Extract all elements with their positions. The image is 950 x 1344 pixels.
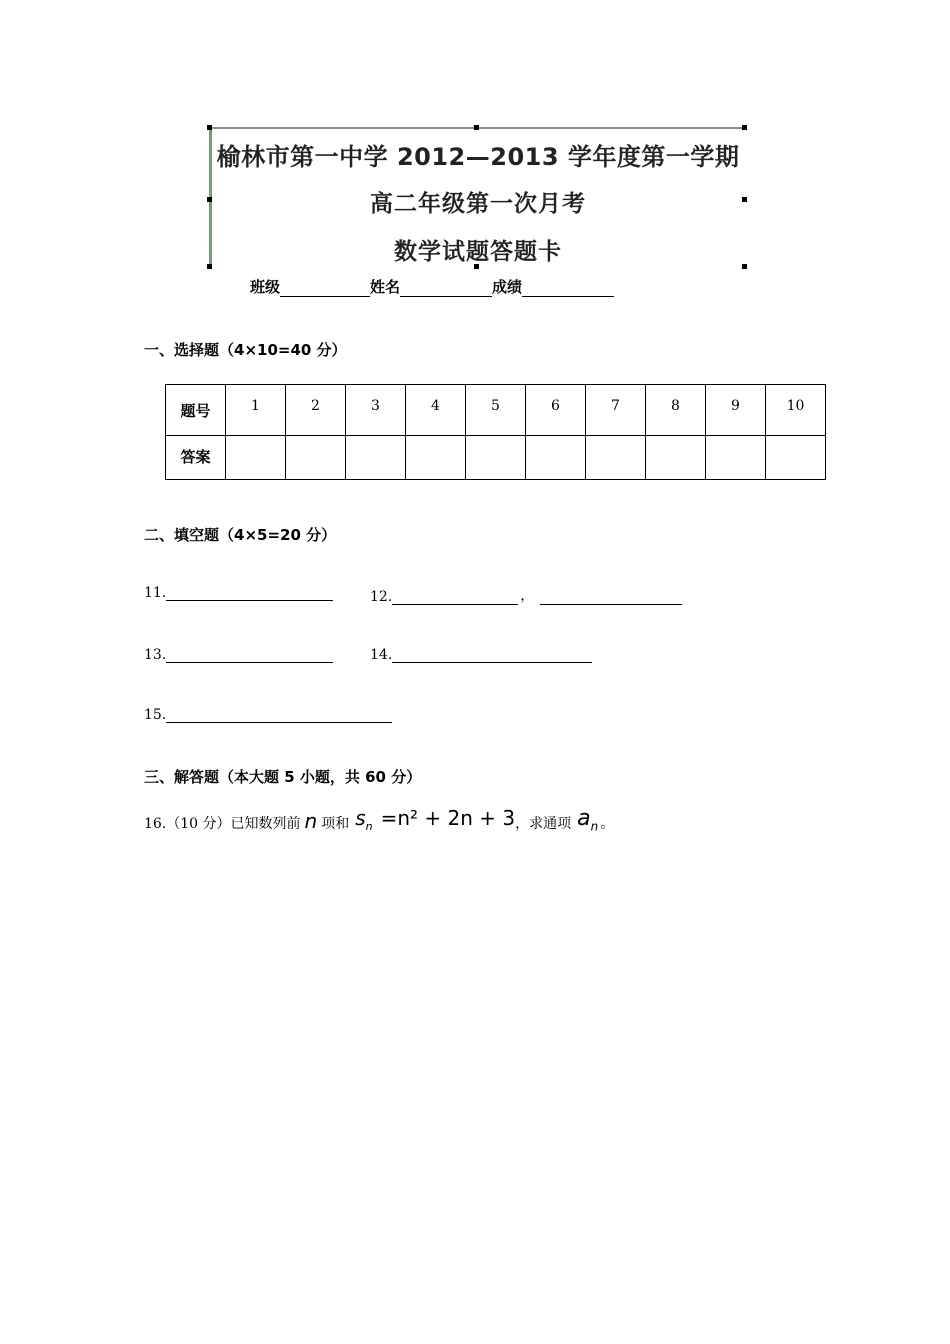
separator: ， [520,588,535,604]
selection-handle[interactable] [742,125,747,130]
school-title: 榆林市第一中学 2012—2013 学年度第一学期 [216,143,740,171]
question-number: 2 [286,385,346,436]
student-info-row [250,276,614,297]
question-number: 7 [586,385,646,436]
table-row [166,436,826,480]
question-label: 14. [370,647,393,663]
answer-blank[interactable] [166,648,333,663]
answer-blank[interactable] [540,590,682,605]
question-number: 6 [526,385,586,436]
question-number: 9 [706,385,766,436]
question-number: 8 [646,385,706,436]
class-label: 班级 [250,278,281,296]
class-field[interactable] [280,280,370,297]
question-number: 4 [406,385,466,436]
answer-cell[interactable] [586,436,646,480]
section-solve-title: 三、解答题（本大题 5 小题，共 60 分） [144,768,422,786]
answer-cell[interactable] [406,436,466,480]
answer-blank[interactable] [166,586,333,601]
name-label: 姓名 [370,278,401,296]
fill-item-11 [144,585,333,601]
name-field[interactable] [400,280,492,297]
question-number: 10 [766,385,826,436]
answer-cell[interactable] [706,436,766,480]
math-an: $a_n$ [577,806,599,834]
answer-cell[interactable] [526,436,586,480]
answer-blank[interactable] [392,590,518,605]
row-label-number: 题号 [166,385,226,436]
question-text: ，求通项 [515,816,572,833]
fill-item-15 [144,707,392,723]
question-number: 5 [466,385,526,436]
table-row [166,385,826,436]
question-label: 12. [370,589,393,605]
section-fill-title: 二、填空题（4×5=20 分） [144,526,337,544]
fill-item-13 [144,647,333,663]
answer-table [165,384,826,480]
answer-blank[interactable] [392,648,592,663]
card-title: 数学试题答题卡 [394,239,562,265]
answer-cell[interactable] [286,436,346,480]
question-text: 项和 [321,816,350,833]
score-label: 成绩 [492,278,523,296]
fill-item-14 [370,647,592,663]
question-number: 3 [346,385,406,436]
answer-cell[interactable] [346,436,406,480]
answer-cell[interactable] [466,436,526,480]
question-label: 11. [144,585,167,601]
selection-handle[interactable] [474,125,479,130]
selection-handle[interactable] [207,125,212,130]
answer-cell[interactable] [766,436,826,480]
question-label: 15. [144,707,167,723]
question-text: 16.（10 分）已知数列前 [144,816,301,833]
answer-cell[interactable] [226,436,286,480]
question-label: 13. [144,647,167,663]
question-text: 。 [600,816,615,833]
math-formula: $s_n =n^2 + 2n + 3$ [355,806,516,834]
math-n: n [304,809,318,834]
title-box[interactable] [209,127,744,267]
fill-item-12 [370,585,682,605]
section-choice-title: 一、选择题（4×10=40 分） [144,341,347,359]
question-number: 1 [226,385,286,436]
exam-title: 高二年级第一次月考 [370,191,586,217]
row-label-answer: 答案 [166,436,226,480]
answer-cell[interactable] [646,436,706,480]
question-16 [144,806,614,833]
score-field[interactable] [522,280,614,297]
answer-blank[interactable] [166,708,392,723]
